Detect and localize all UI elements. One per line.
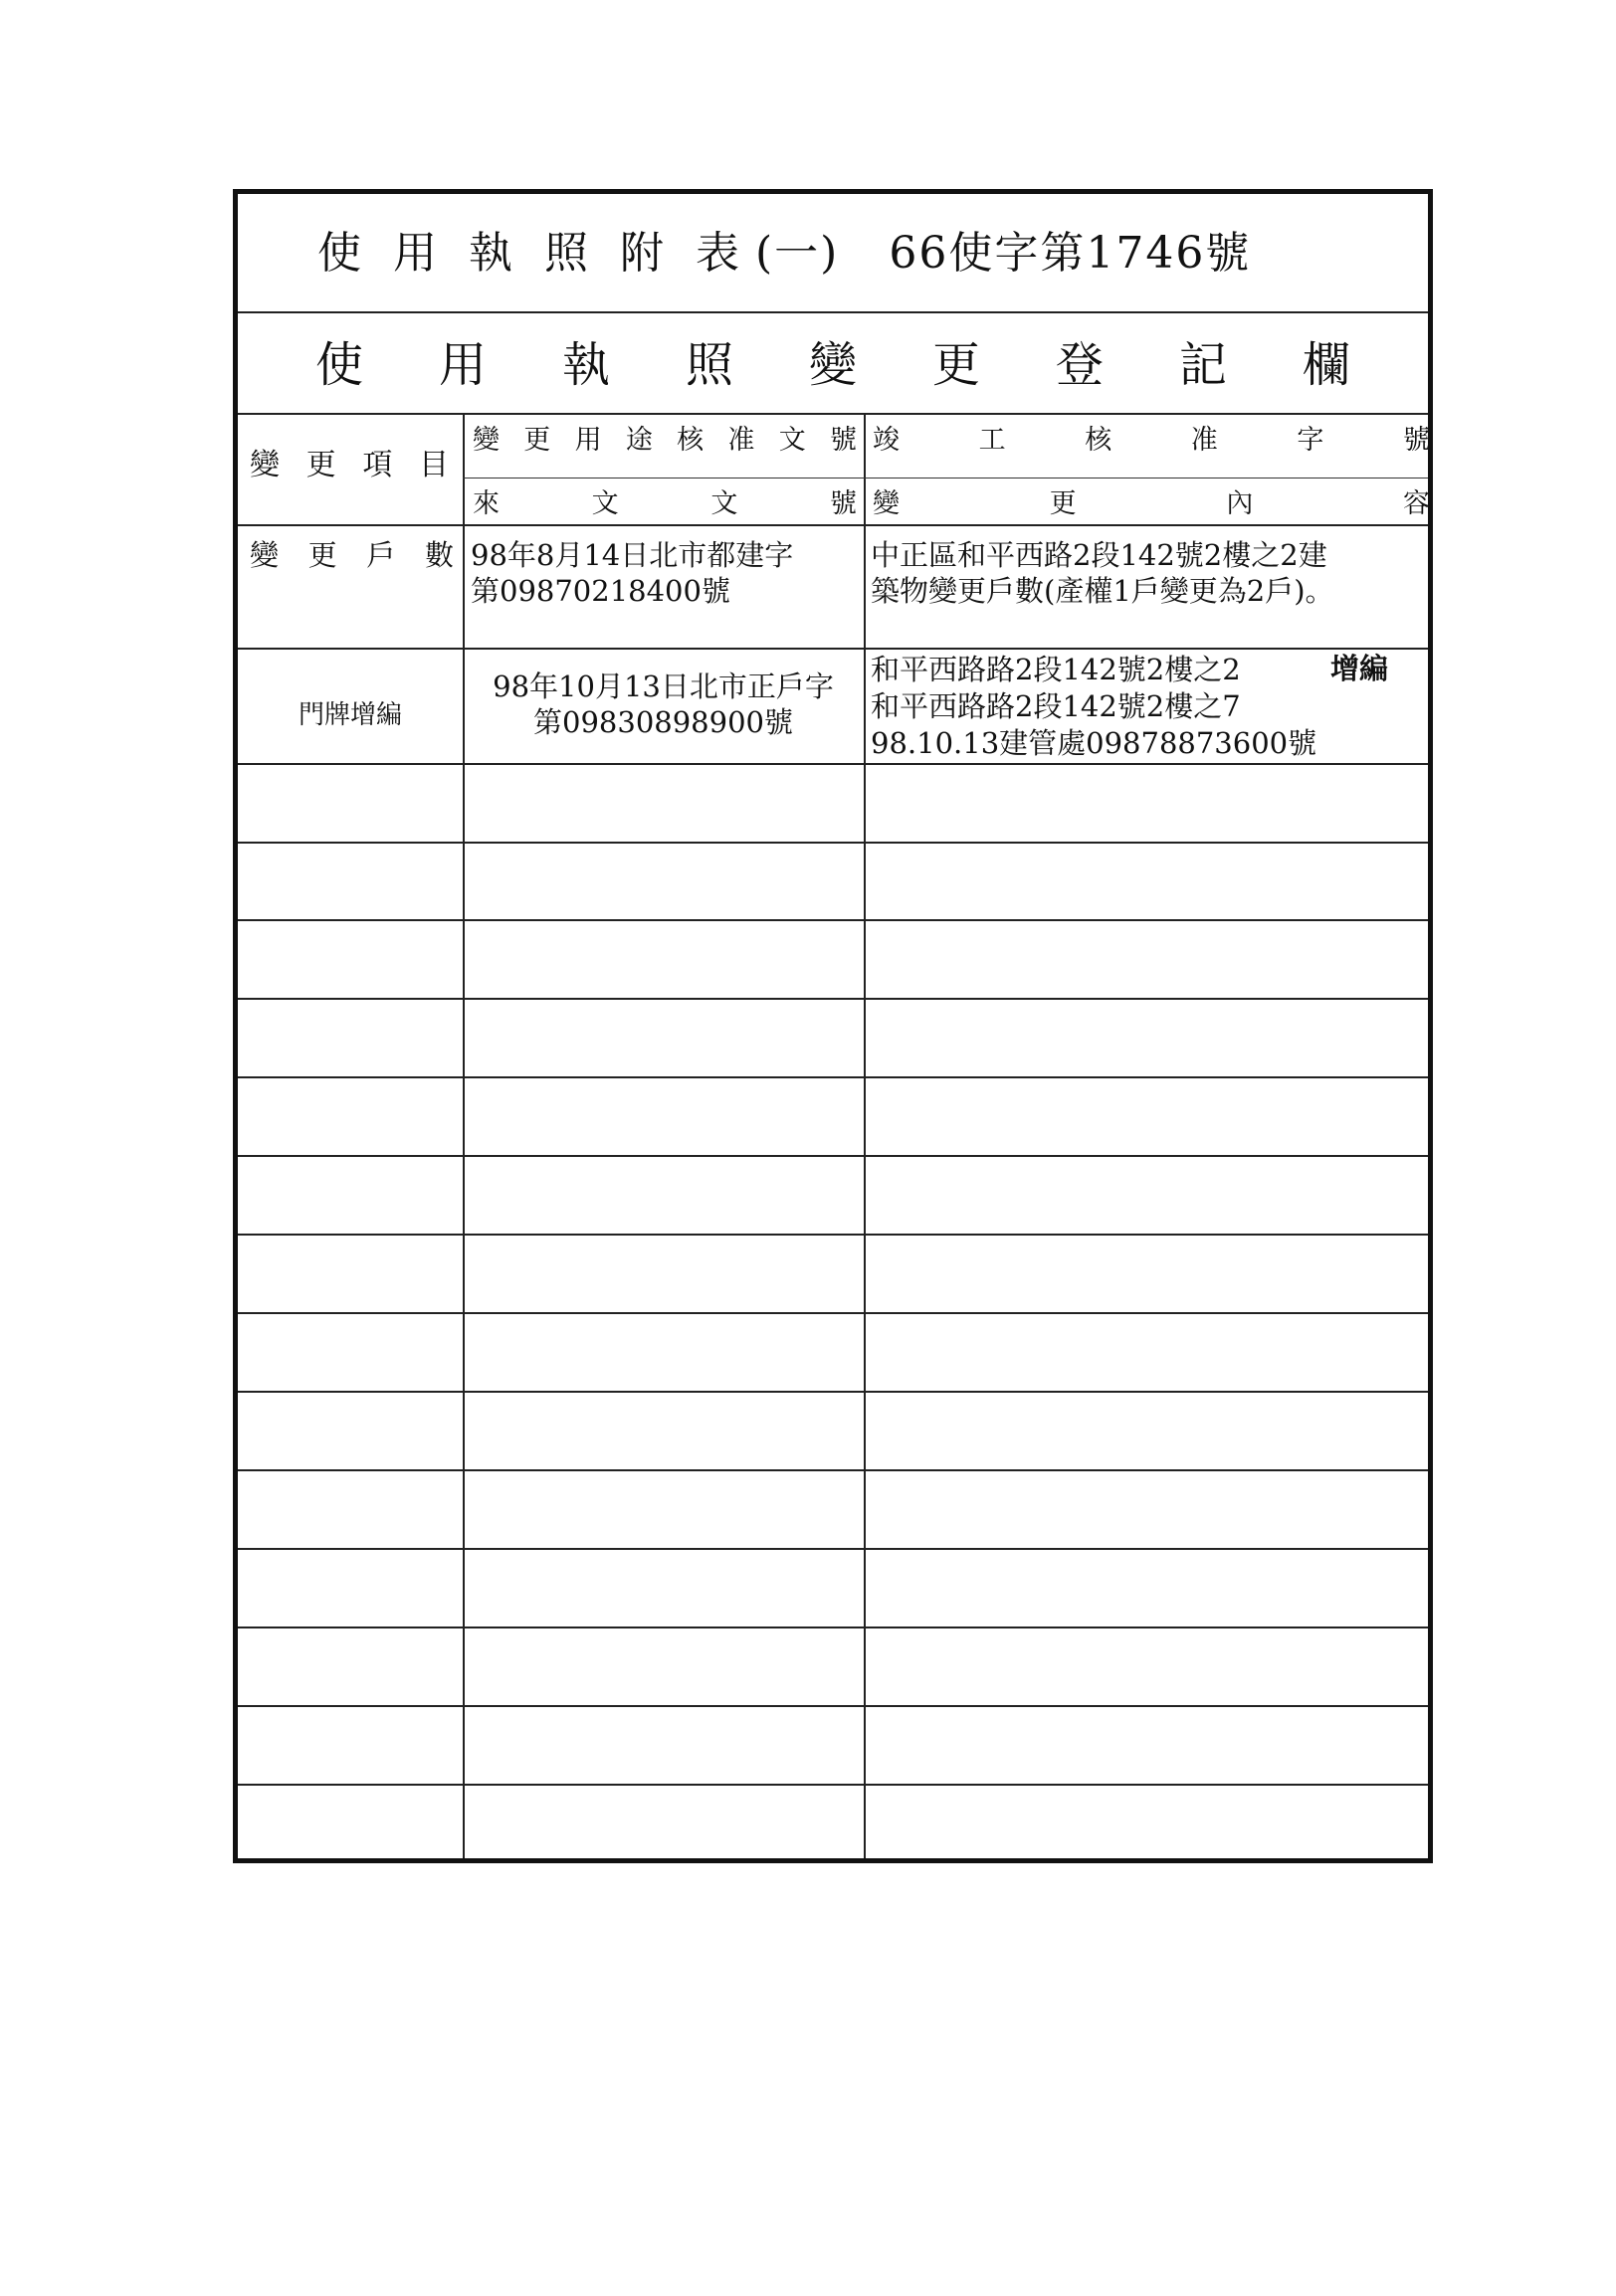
- empty-row-line: [238, 1626, 1428, 1628]
- content-line: 中正區和平西路2段142號2樓之2建: [871, 538, 1327, 572]
- row2-content: [871, 652, 1316, 762]
- item-char: 變: [250, 538, 280, 572]
- section-title-char: 照: [685, 337, 733, 393]
- empty-row-line: [238, 1705, 1428, 1707]
- header-char: 文: [591, 488, 619, 519]
- section-title-char: 執: [561, 337, 610, 393]
- header-approval-doc-no: [473, 427, 857, 454]
- empty-row-line: [238, 1234, 1428, 1236]
- section-title-char: 登: [1055, 337, 1104, 393]
- header-char: 核: [677, 425, 705, 456]
- header-char: 核: [1085, 425, 1112, 456]
- title-char: 照: [544, 228, 590, 279]
- item-char: 戶: [366, 538, 396, 572]
- header-char: 目: [418, 448, 449, 482]
- header-char: 變: [473, 425, 500, 456]
- row2-item: 門牌增編: [298, 700, 402, 730]
- row1-item: [250, 538, 454, 574]
- title-char: 使: [317, 228, 363, 279]
- header-char: 竣: [873, 425, 900, 456]
- item-char: 更: [307, 538, 337, 572]
- header-char: 號: [829, 425, 857, 456]
- header-char: 號: [829, 488, 857, 519]
- header-change-item: [250, 448, 449, 482]
- doc-line: 第09870218400號: [471, 573, 730, 608]
- item-char: 數: [424, 538, 454, 572]
- header-char: 變: [873, 488, 900, 519]
- section-title-char: 變: [808, 337, 857, 393]
- empty-row-line: [238, 1548, 1428, 1550]
- section-title-char: 欄: [1302, 337, 1350, 393]
- header-char: 號: [1402, 425, 1430, 456]
- header-incoming-doc-no: [473, 490, 857, 517]
- content-line: 98.10.13建管處09878873600號: [871, 726, 1317, 761]
- header-char: 字: [1297, 425, 1324, 456]
- content-line: 築物變更戶數(產權1戶變更為2戶)。: [871, 573, 1334, 608]
- doc-line: 98年8月14日北市都建字: [471, 538, 794, 572]
- header-change-content: [873, 490, 1430, 517]
- empty-row-line: [238, 1076, 1428, 1078]
- empty-row-line: [238, 998, 1428, 1000]
- section-title-char: 用: [438, 337, 487, 393]
- doc-line: 第09830898900號: [533, 704, 793, 739]
- header-char: 項: [362, 448, 393, 482]
- title-char: 執: [469, 228, 514, 279]
- header-char: 來: [473, 488, 500, 519]
- permit-annex-form: [233, 189, 1433, 1863]
- empty-row-line: [238, 1155, 1428, 1157]
- header-char: 容: [1402, 488, 1430, 519]
- header-char: 內: [1226, 488, 1254, 519]
- form-title: [317, 228, 1342, 279]
- section-title-char: 記: [1178, 337, 1227, 393]
- header-completion-no: [873, 427, 1430, 454]
- title-char: 附: [620, 228, 666, 279]
- title-char: 用: [393, 228, 439, 279]
- empty-row-line: [238, 1469, 1428, 1471]
- header-char: 更: [305, 448, 336, 482]
- row1-doc-no: [471, 538, 793, 609]
- header-char: 途: [625, 425, 653, 456]
- header-char: 更: [523, 425, 551, 456]
- empty-row-line: [238, 842, 1428, 844]
- empty-row-line: [238, 919, 1428, 921]
- section-title-char: 更: [931, 337, 980, 393]
- header-char: 准: [727, 425, 755, 456]
- section-title-char: 使: [315, 337, 364, 393]
- section-title: [315, 337, 1350, 393]
- title-char: (一): [755, 228, 840, 279]
- header-char: 文: [778, 425, 806, 456]
- header-char: 文: [710, 488, 738, 519]
- content-line: 和平西路路2段142號2樓之7: [871, 689, 1241, 724]
- header-char: 工: [978, 425, 1006, 456]
- empty-row-line: [238, 1784, 1428, 1786]
- doc-line: 98年10月13日北市正戶字: [493, 670, 834, 703]
- row1-content: [871, 538, 1334, 609]
- header-char: 更: [1049, 488, 1077, 519]
- row2-content-tag: 增編: [1330, 652, 1389, 685]
- empty-row-line: [238, 1312, 1428, 1314]
- permit-number: 66使字第1746號: [889, 228, 1252, 279]
- header-char: 准: [1190, 425, 1218, 456]
- title-char: 表: [696, 228, 741, 279]
- empty-row-line: [238, 1391, 1428, 1393]
- row2-doc-no: [463, 670, 864, 740]
- header-char: 用: [574, 425, 602, 456]
- header-char: 變: [250, 448, 280, 482]
- content-line: 和平西路路2段142號2樓之2: [871, 653, 1241, 686]
